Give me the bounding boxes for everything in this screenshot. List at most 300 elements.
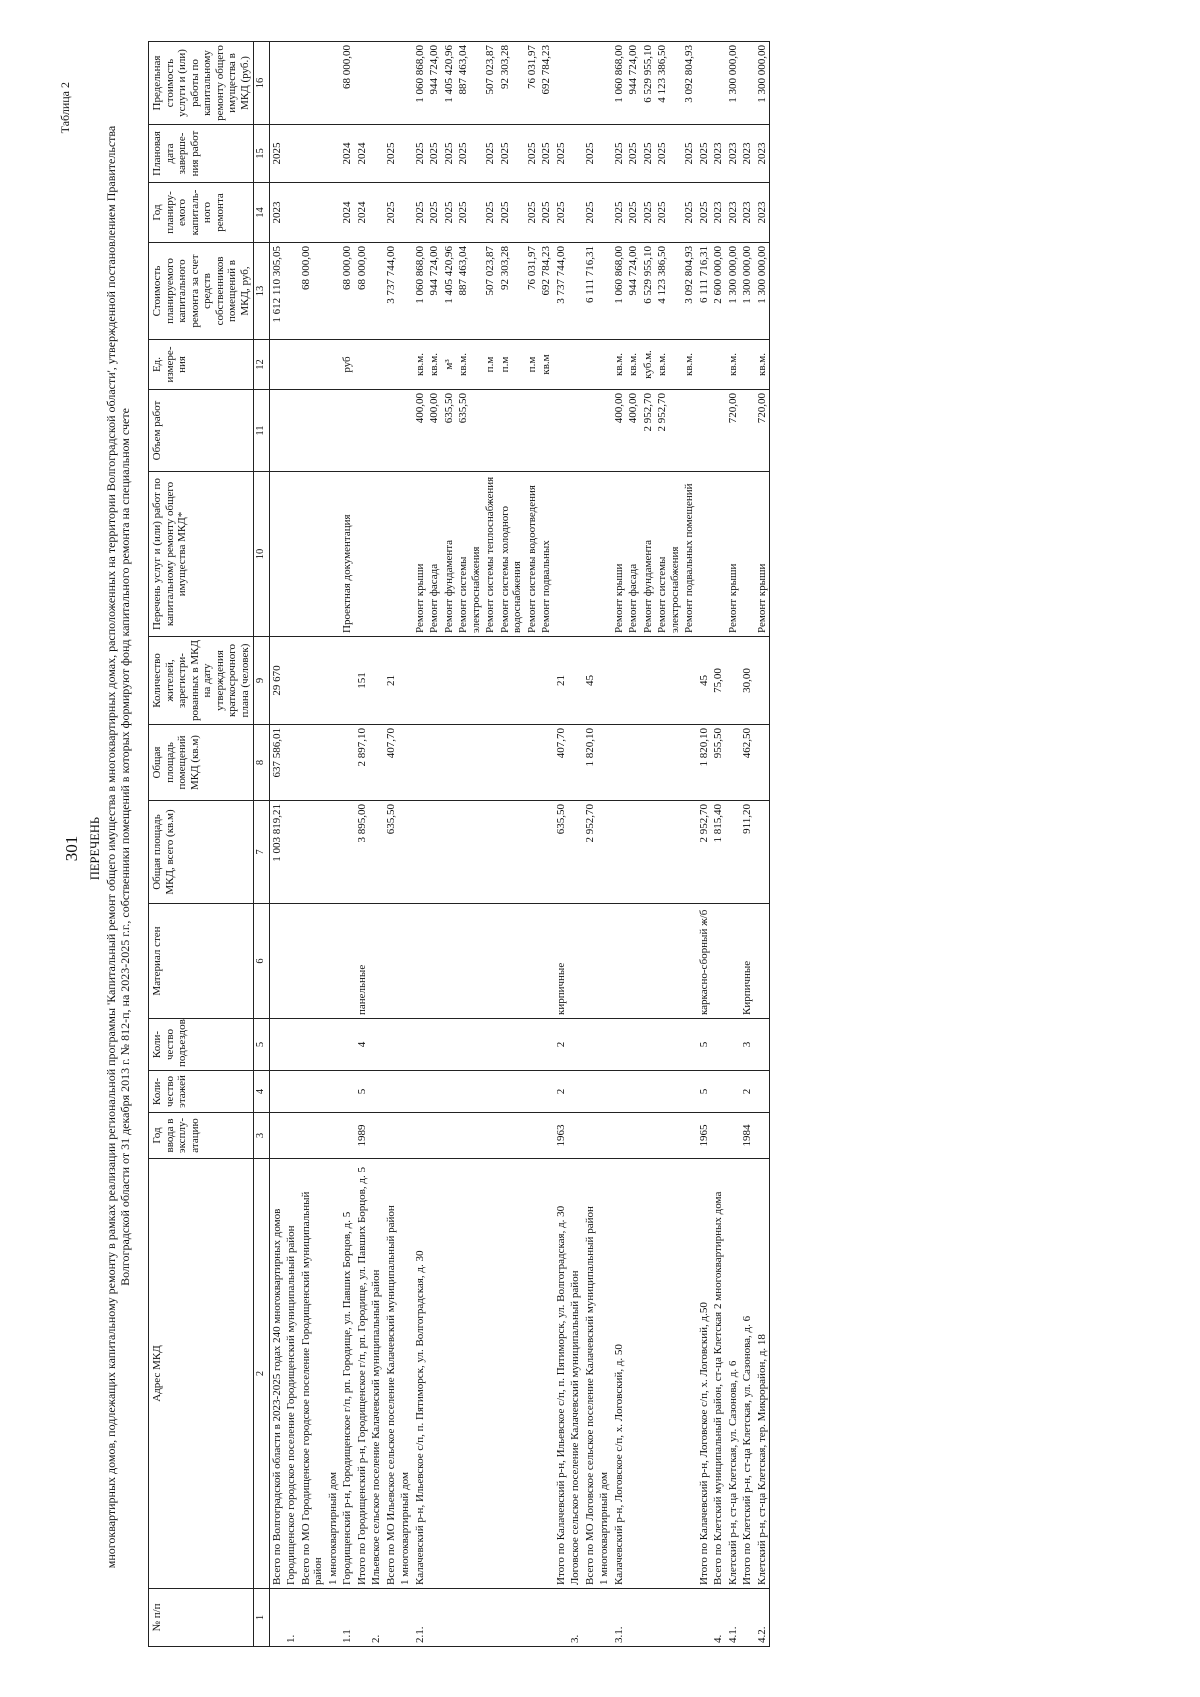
- address-cell: [655, 1159, 682, 1589]
- premises-area-cell: [597, 725, 612, 801]
- planned-year-cell: 2025: [456, 183, 483, 243]
- work-type-cell: Ремонт крыши: [755, 472, 770, 637]
- unit-cell: кв.м.: [427, 340, 442, 390]
- work-type-cell: [326, 472, 341, 637]
- year-built-cell: [726, 1113, 741, 1159]
- entrances-cell: [413, 1019, 428, 1071]
- work-volume-cell: 720,00: [755, 390, 770, 472]
- completion-year-cell: 2025: [697, 125, 712, 183]
- table-row: [525, 42, 540, 1647]
- limit-cost-cell: [597, 42, 612, 125]
- work-type-cell: Ремонт подвальных: [539, 472, 554, 637]
- residents-cell: [427, 637, 442, 725]
- work-volume-cell: [539, 390, 554, 472]
- table-row: [568, 42, 583, 1647]
- document-title: ПЕРЕЧЕНЬ: [88, 816, 102, 881]
- cost-cell: [284, 243, 299, 340]
- residents-cell: [483, 637, 498, 725]
- completion-year-cell: 2025: [525, 125, 540, 183]
- year-built-cell: [682, 1113, 697, 1159]
- cost-cell: 6 111 716,31: [583, 243, 598, 340]
- entrances-cell: [442, 1019, 457, 1071]
- wall-material-cell: [442, 904, 457, 1019]
- completion-year-cell: 2024: [355, 125, 370, 183]
- table-row: [726, 42, 741, 1647]
- premises-area-cell: 407,70: [384, 725, 399, 801]
- floors-cell: 2: [554, 1071, 569, 1113]
- completion-year-cell: 2025: [483, 125, 498, 183]
- planned-year-cell: 2025: [442, 183, 457, 243]
- planned-year-cell: 2025: [682, 183, 697, 243]
- residents-cell: [755, 637, 770, 725]
- limit-cost-cell: 1 060 868,00: [413, 42, 428, 125]
- year-built-cell: [583, 1113, 598, 1159]
- limit-cost-cell: 1 405 420,96: [442, 42, 457, 125]
- completion-year-cell: 2023: [711, 125, 726, 183]
- completion-year-cell: 2023: [755, 125, 770, 183]
- cost-cell: 507 023,87: [483, 243, 498, 340]
- header-cell: Перечень услуг и (или) работ по капитальному ремонту общего имущества МКД*: [149, 472, 254, 637]
- residents-cell: [299, 637, 326, 725]
- column-number: 4: [254, 1071, 270, 1113]
- table-row: [498, 42, 525, 1647]
- premises-area-cell: 1 820,10: [583, 725, 598, 801]
- floors-cell: [568, 1071, 583, 1113]
- completion-year-cell: 2025: [583, 125, 598, 183]
- table-row: [299, 42, 326, 1647]
- cost-cell: [568, 243, 583, 340]
- premises-area-cell: [498, 725, 525, 801]
- limit-cost-cell: 4 123 386,50: [655, 42, 682, 125]
- total-area-cell: 911,20: [740, 801, 755, 904]
- cost-cell: 944 724,00: [626, 243, 641, 340]
- cost-cell: 944 724,00: [427, 243, 442, 340]
- planned-year-cell: 2023: [711, 183, 726, 243]
- completion-year-cell: 2025: [554, 125, 569, 183]
- wall-material-cell: [626, 904, 641, 1019]
- completion-year-cell: 2024: [340, 125, 355, 183]
- cost-cell: 3 737 744,00: [384, 243, 399, 340]
- planned-year-cell: 2025: [626, 183, 641, 243]
- completion-year-cell: 2025: [655, 125, 682, 183]
- residents-cell: [456, 637, 483, 725]
- year-built-cell: [655, 1113, 682, 1159]
- year-built-cell: [626, 1113, 641, 1159]
- premises-area-cell: [340, 725, 355, 801]
- residents-cell: [655, 637, 682, 725]
- residents-cell: [413, 637, 428, 725]
- year-built-cell: [641, 1113, 656, 1159]
- planned-year-cell: 2023: [269, 183, 284, 243]
- address-cell: Городищенское городское поселение Городищенский муниципальный район: [284, 1159, 299, 1589]
- cost-cell: 4 123 386,50: [655, 243, 682, 340]
- year-built-cell: [384, 1113, 399, 1159]
- residents-cell: [539, 637, 554, 725]
- work-type-cell: [740, 472, 755, 637]
- wall-material-cell: [326, 904, 341, 1019]
- unit-cell: [697, 340, 712, 390]
- row-number: [740, 1589, 755, 1647]
- cost-cell: 68 000,00: [340, 243, 355, 340]
- floors-cell: [498, 1071, 525, 1113]
- table-row: [711, 42, 726, 1647]
- work-type-cell: [583, 472, 598, 637]
- wall-material-cell: [299, 904, 326, 1019]
- address-cell: [427, 1159, 442, 1589]
- header-cell: № п/п: [149, 1589, 254, 1647]
- planned-year-cell: 2023: [755, 183, 770, 243]
- floors-cell: [682, 1071, 697, 1113]
- address-cell: Ильевское сельское поселение Калачевский муниципальный район: [369, 1159, 384, 1589]
- floors-cell: [456, 1071, 483, 1113]
- wall-material-cell: [269, 904, 284, 1019]
- limit-cost-cell: 944 724,00: [626, 42, 641, 125]
- entrances-cell: [456, 1019, 483, 1071]
- total-area-cell: 2 952,70: [583, 801, 598, 904]
- unit-cell: [369, 340, 384, 390]
- wall-material-cell: [726, 904, 741, 1019]
- cost-cell: [398, 243, 413, 340]
- total-area-cell: [755, 801, 770, 904]
- work-volume-cell: [525, 390, 540, 472]
- completion-year-cell: [299, 125, 326, 183]
- residents-cell: 30,00: [740, 637, 755, 725]
- wall-material-cell: [539, 904, 554, 1019]
- wall-material-cell: [398, 904, 413, 1019]
- floors-cell: [269, 1071, 284, 1113]
- year-built-cell: [755, 1113, 770, 1159]
- row-number: 3.1.: [612, 1589, 627, 1647]
- work-type-cell: Ремонт подвальных помещений: [682, 472, 697, 637]
- completion-year-cell: 2025: [498, 125, 525, 183]
- year-built-cell: [269, 1113, 284, 1159]
- total-area-cell: [655, 801, 682, 904]
- table-row: [369, 42, 384, 1647]
- column-number: 11: [254, 390, 270, 472]
- unit-cell: п.м: [525, 340, 540, 390]
- year-built-cell: [299, 1113, 326, 1159]
- work-volume-cell: 400,00: [612, 390, 627, 472]
- work-type-cell: Ремонт крыши: [612, 472, 627, 637]
- floors-cell: [299, 1071, 326, 1113]
- premises-area-cell: [568, 725, 583, 801]
- wall-material-cell: [583, 904, 598, 1019]
- residents-cell: [597, 637, 612, 725]
- floors-cell: [326, 1071, 341, 1113]
- floors-cell: 5: [355, 1071, 370, 1113]
- row-number: [442, 1589, 457, 1647]
- completion-year-cell: 2025: [682, 125, 697, 183]
- work-volume-cell: [697, 390, 712, 472]
- column-number: 6: [254, 904, 270, 1019]
- cost-cell: 76 031,97: [525, 243, 540, 340]
- unit-cell: [554, 340, 569, 390]
- row-number: [597, 1589, 612, 1647]
- column-number-row: [254, 42, 270, 1647]
- completion-year-cell: 2025: [269, 125, 284, 183]
- work-volume-cell: [568, 390, 583, 472]
- work-type-cell: [299, 472, 326, 637]
- premises-area-cell: [655, 725, 682, 801]
- limit-cost-cell: 3 092 804,93: [682, 42, 697, 125]
- address-cell: [498, 1159, 525, 1589]
- cost-cell: 1 060 868,00: [413, 243, 428, 340]
- row-number: [682, 1589, 697, 1647]
- cost-cell: 6 529 955,10: [641, 243, 656, 340]
- completion-year-cell: [597, 125, 612, 183]
- unit-cell: кв.м.: [612, 340, 627, 390]
- unit-cell: [384, 340, 399, 390]
- total-area-cell: [597, 801, 612, 904]
- floors-cell: 5: [697, 1071, 712, 1113]
- floors-cell: [597, 1071, 612, 1113]
- address-cell: Итого по Калачевский р-н, Ильевское с/п, п. Пятиморск, ул. Волгоградская, д. 30: [554, 1159, 569, 1589]
- column-number: 13: [254, 243, 270, 340]
- table-row: [612, 42, 627, 1647]
- entrances-cell: [597, 1019, 612, 1071]
- table-row: [554, 42, 569, 1647]
- row-number: [641, 1589, 656, 1647]
- work-volume-cell: [583, 390, 598, 472]
- total-area-cell: [626, 801, 641, 904]
- work-volume-cell: [299, 390, 326, 472]
- entrances-cell: 5: [697, 1019, 712, 1071]
- total-area-cell: [284, 801, 299, 904]
- work-type-cell: Ремонт крыши: [726, 472, 741, 637]
- row-number: [299, 1589, 326, 1647]
- limit-cost-cell: [284, 42, 299, 125]
- row-number: [626, 1589, 641, 1647]
- planned-year-cell: 2024: [340, 183, 355, 243]
- planned-year-cell: 2023: [740, 183, 755, 243]
- table-label: Таблица 2: [58, 82, 72, 134]
- planned-year-cell: [398, 183, 413, 243]
- year-built-cell: [525, 1113, 540, 1159]
- total-area-cell: [326, 801, 341, 904]
- entrances-cell: [299, 1019, 326, 1071]
- total-area-cell: [568, 801, 583, 904]
- floors-cell: [398, 1071, 413, 1113]
- unit-cell: руб: [340, 340, 355, 390]
- limit-cost-cell: [583, 42, 598, 125]
- planned-year-cell: 2024: [355, 183, 370, 243]
- work-type-cell: [384, 472, 399, 637]
- completion-year-cell: 2025: [641, 125, 656, 183]
- total-area-cell: [525, 801, 540, 904]
- limit-cost-cell: [398, 42, 413, 125]
- work-volume-cell: 635,50: [442, 390, 457, 472]
- wall-material-cell: кирпичные: [554, 904, 569, 1019]
- unit-cell: куб.м.: [641, 340, 656, 390]
- floors-cell: [726, 1071, 741, 1113]
- row-number: [498, 1589, 525, 1647]
- premises-area-cell: [755, 725, 770, 801]
- table-row: [340, 42, 355, 1647]
- premises-area-cell: [626, 725, 641, 801]
- limit-cost-cell: [369, 42, 384, 125]
- work-type-cell: [568, 472, 583, 637]
- entrances-cell: [583, 1019, 598, 1071]
- residents-cell: 45: [583, 637, 598, 725]
- limit-cost-cell: 1 060 868,00: [612, 42, 627, 125]
- address-cell: [539, 1159, 554, 1589]
- entrances-cell: [641, 1019, 656, 1071]
- total-area-cell: [369, 801, 384, 904]
- floors-cell: 2: [740, 1071, 755, 1113]
- premises-area-cell: [326, 725, 341, 801]
- planned-year-cell: [568, 183, 583, 243]
- row-number: [384, 1589, 399, 1647]
- work-volume-cell: [498, 390, 525, 472]
- cost-cell: 1 300 000,00: [755, 243, 770, 340]
- work-type-cell: Ремонт системы электроснабжения: [456, 472, 483, 637]
- entrances-cell: 4: [355, 1019, 370, 1071]
- premises-area-cell: 462,50: [740, 725, 755, 801]
- year-built-cell: [483, 1113, 498, 1159]
- total-area-cell: 635,50: [384, 801, 399, 904]
- total-area-cell: 2 952,70: [697, 801, 712, 904]
- planned-year-cell: 2025: [427, 183, 442, 243]
- floors-cell: [384, 1071, 399, 1113]
- residents-cell: 29 670: [269, 637, 284, 725]
- table-row: [442, 42, 457, 1647]
- work-type-cell: Ремонт фундамента: [442, 472, 457, 637]
- work-volume-cell: 2 952,70: [655, 390, 682, 472]
- row-number: [427, 1589, 442, 1647]
- work-volume-cell: [326, 390, 341, 472]
- entrances-cell: [726, 1019, 741, 1071]
- year-built-cell: [369, 1113, 384, 1159]
- cost-cell: 68 000,00: [299, 243, 326, 340]
- column-number: 3: [254, 1113, 270, 1159]
- year-built-cell: [284, 1113, 299, 1159]
- work-type-cell: Ремонт фундамента: [641, 472, 656, 637]
- work-volume-cell: [269, 390, 284, 472]
- planned-year-cell: 2025: [483, 183, 498, 243]
- work-volume-cell: 400,00: [626, 390, 641, 472]
- year-built-cell: [498, 1113, 525, 1159]
- wall-material-cell: [483, 904, 498, 1019]
- entrances-cell: [384, 1019, 399, 1071]
- work-type-cell: [597, 472, 612, 637]
- address-cell: Клетский р-н, ст-ца Клетская, тер. Микрорайон, д. 18: [755, 1159, 770, 1589]
- row-number: [326, 1589, 341, 1647]
- header-cell: Коли-чество подъездов: [149, 1019, 254, 1071]
- repair-list-table: [148, 41, 770, 1647]
- entrances-cell: [269, 1019, 284, 1071]
- work-type-cell: Ремонт фасада: [626, 472, 641, 637]
- address-cell: Итого по Калачевский р-н, Логовское с/п, х. Логовский, д.50: [697, 1159, 712, 1589]
- wall-material-cell: [655, 904, 682, 1019]
- year-built-cell: [442, 1113, 457, 1159]
- completion-year-cell: 2025: [612, 125, 627, 183]
- year-built-cell: [456, 1113, 483, 1159]
- address-cell: [641, 1159, 656, 1589]
- residents-cell: 151: [355, 637, 370, 725]
- work-type-cell: [697, 472, 712, 637]
- address-cell: Калачевский р-н, Логовское с/п, х. Логовский, д. 50: [612, 1159, 627, 1589]
- document-subtitle: [104, 57, 132, 1637]
- year-built-cell: [597, 1113, 612, 1159]
- year-built-cell: [427, 1113, 442, 1159]
- wall-material-cell: [755, 904, 770, 1019]
- completion-year-cell: [369, 125, 384, 183]
- unit-cell: [269, 340, 284, 390]
- unit-cell: [299, 340, 326, 390]
- address-cell: 1 многоквартирный дом: [597, 1159, 612, 1589]
- premises-area-cell: 637 586,01: [269, 725, 284, 801]
- entrances-cell: [284, 1019, 299, 1071]
- floors-cell: [655, 1071, 682, 1113]
- address-cell: Итого по Городищенский р-н, Городищенское г/п, рп. Городище, ул. Павших Борцов, д. 5: [355, 1159, 370, 1589]
- planned-year-cell: 2025: [583, 183, 598, 243]
- unit-cell: [355, 340, 370, 390]
- header-cell: Материал стен: [149, 904, 254, 1019]
- wall-material-cell: [456, 904, 483, 1019]
- total-area-cell: 1 815,40: [711, 801, 726, 904]
- work-type-cell: Ремонт системы теплоснабжения: [483, 472, 498, 637]
- residents-cell: [525, 637, 540, 725]
- table-row: [355, 42, 370, 1647]
- completion-year-cell: [284, 125, 299, 183]
- table-row: [284, 42, 299, 1647]
- year-built-cell: [711, 1113, 726, 1159]
- work-type-cell: Ремонт системы холодного водоснабжения: [498, 472, 525, 637]
- planned-year-cell: 2025: [612, 183, 627, 243]
- work-type-cell: Проектная документация: [340, 472, 355, 637]
- cost-cell: 92 303,28: [498, 243, 525, 340]
- unit-cell: [398, 340, 413, 390]
- work-volume-cell: [711, 390, 726, 472]
- unit-cell: кв.м.: [755, 340, 770, 390]
- limit-cost-cell: 692 784,23: [539, 42, 554, 125]
- limit-cost-cell: 1 300 000,00: [726, 42, 741, 125]
- row-number: 4.: [711, 1589, 726, 1647]
- wall-material-cell: [498, 904, 525, 1019]
- table-row: [483, 42, 498, 1647]
- cost-cell: 6 111 716,31: [697, 243, 712, 340]
- year-built-cell: 1989: [355, 1113, 370, 1159]
- total-area-cell: [726, 801, 741, 904]
- address-cell: Калачевский р-н, Ильевское с/п, п. Пятиморск, ул. Волгоградская, д. 30: [413, 1159, 428, 1589]
- unit-cell: [597, 340, 612, 390]
- total-area-cell: [498, 801, 525, 904]
- table-row: [755, 42, 770, 1647]
- planned-year-cell: 2023: [726, 183, 741, 243]
- table-row: [597, 42, 612, 1647]
- total-area-cell: [641, 801, 656, 904]
- row-number: [539, 1589, 554, 1647]
- work-volume-cell: [554, 390, 569, 472]
- limit-cost-cell: [568, 42, 583, 125]
- planned-year-cell: [299, 183, 326, 243]
- total-area-cell: [682, 801, 697, 904]
- work-type-cell: [284, 472, 299, 637]
- limit-cost-cell: 887 463,04: [456, 42, 483, 125]
- limit-cost-cell: 6 529 955,10: [641, 42, 656, 125]
- year-built-cell: [398, 1113, 413, 1159]
- work-volume-cell: [384, 390, 399, 472]
- premises-area-cell: [456, 725, 483, 801]
- unit-cell: кв.м.: [413, 340, 428, 390]
- work-type-cell: [554, 472, 569, 637]
- unit-cell: м³: [442, 340, 457, 390]
- unit-cell: кв.м.: [626, 340, 641, 390]
- planned-year-cell: 2025: [554, 183, 569, 243]
- floors-cell: [284, 1071, 299, 1113]
- entrances-cell: 2: [554, 1019, 569, 1071]
- premises-area-cell: [299, 725, 326, 801]
